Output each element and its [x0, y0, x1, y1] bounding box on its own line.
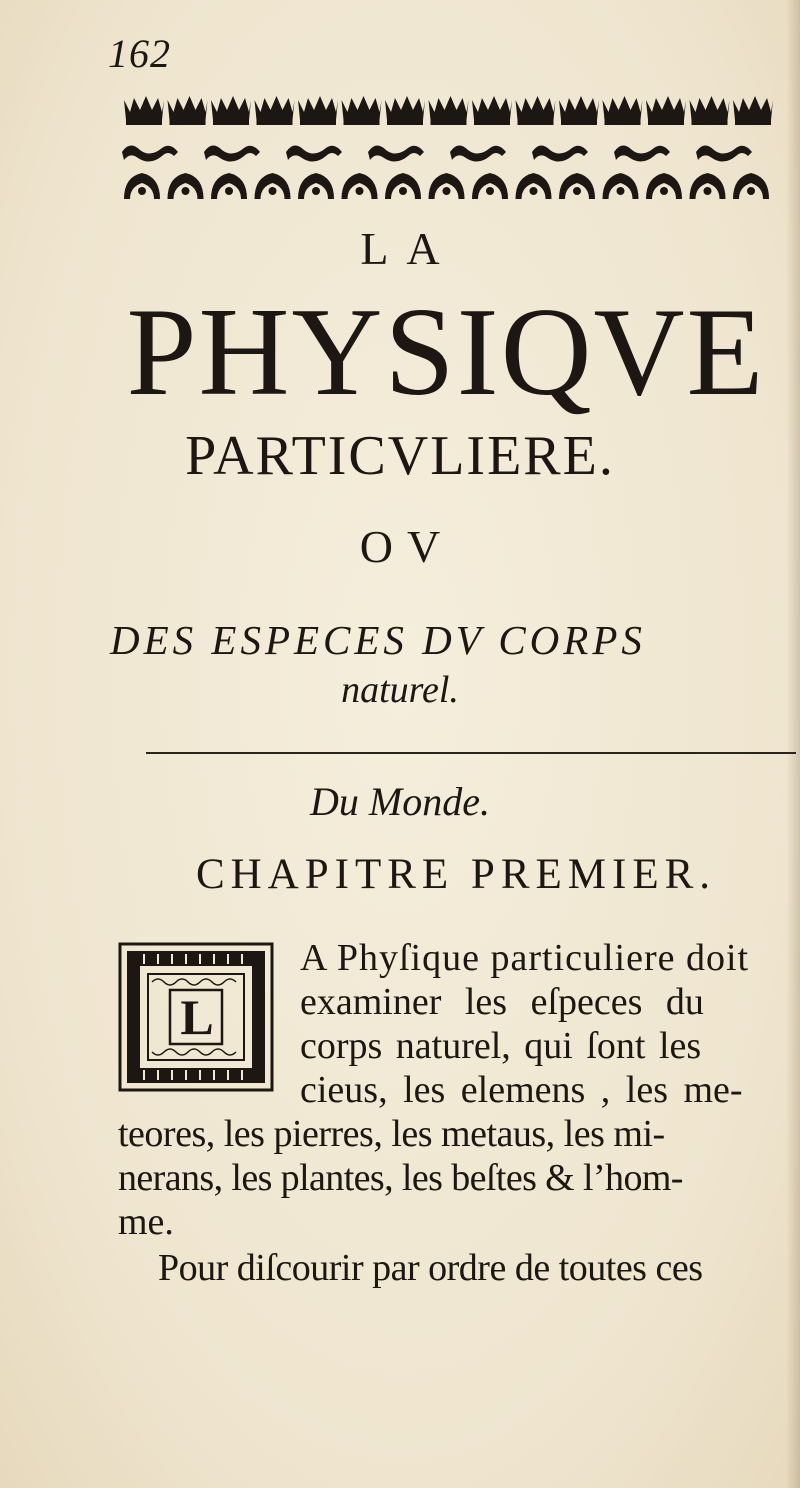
scroll-ornament [614, 145, 670, 161]
crown-ornament-row [118, 88, 778, 128]
scroll-ornament [204, 145, 260, 161]
chapter-heading: CHAPITRE PREMIER. [195, 851, 717, 898]
section-title: Du Monde. [310, 779, 490, 824]
scroll-ornament [368, 145, 424, 161]
title-conjunction: OV [359, 521, 455, 572]
page-number: 162 [108, 31, 171, 76]
crown-ornament [211, 96, 251, 125]
crown-ornament [690, 96, 730, 125]
fleuron-ornament [646, 173, 682, 199]
fleuron-ornament [516, 173, 552, 199]
fleuron-ornament [559, 173, 595, 199]
scroll-ornament [450, 145, 506, 161]
body-line-7: me. [118, 1201, 174, 1243]
crown-ornament [168, 96, 208, 125]
scroll-ornament [696, 145, 752, 161]
subtitle: PARTICVLIERE. [185, 425, 615, 487]
fleuron-ornament [168, 173, 204, 199]
crown-ornament [472, 96, 512, 125]
fleuron-ornament [690, 173, 726, 199]
fleuron-ornament-row [118, 165, 778, 205]
crown-ornament [646, 96, 686, 125]
fleuron-ornament [124, 173, 160, 199]
fleuron-ornament [472, 173, 508, 199]
horizontal-rule [146, 752, 796, 754]
body-line-8: Pour diſcourir par ordre de toutes ces [158, 1247, 703, 1289]
scroll-ornament [122, 145, 178, 161]
body-line-6: nerans, les plantes, les beſtes & l’hom- [118, 1157, 683, 1199]
crown-ornament [124, 96, 164, 125]
crown-ornament [385, 96, 425, 125]
crown-ornament [603, 96, 643, 125]
crown-ornament [255, 96, 295, 125]
crown-ornament [733, 96, 773, 125]
body-line-4: cieus, les elemens , les me- [300, 1069, 743, 1111]
alternate-title-continued: naturel. [341, 669, 459, 711]
fleuron-ornament [298, 173, 334, 199]
fleuron-ornament [255, 173, 291, 199]
crown-ornament [298, 96, 338, 125]
body-line-5: teores, les pierres, les metaus, les mi- [118, 1113, 665, 1155]
body-line-2: examiner les eſpeces du [300, 981, 704, 1023]
fleuron-ornament [733, 173, 769, 199]
fleuron-ornament [603, 173, 639, 199]
scroll-ornament [286, 145, 342, 161]
scroll-ornament [532, 145, 588, 161]
crown-ornament [559, 96, 599, 125]
drop-cap-letter: L [180, 989, 214, 1045]
fleuron-ornament [385, 173, 421, 199]
fleuron-ornament [342, 173, 378, 199]
body-line-3: corps naturel, qui ſont les [300, 1025, 702, 1067]
body-line-1: A Phyſique particuliere doit [300, 937, 750, 979]
scroll-ornament-row [118, 134, 778, 162]
fleuron-ornament [211, 173, 247, 199]
crown-ornament [516, 96, 556, 125]
alternate-title: DES ESPECES DV CORPS [110, 617, 646, 663]
main-title: PHYSIQVE [126, 283, 766, 422]
fleuron-ornament [429, 173, 465, 199]
crown-ornament [342, 96, 382, 125]
title-article: LA [360, 223, 458, 274]
crown-ornament [429, 96, 469, 125]
